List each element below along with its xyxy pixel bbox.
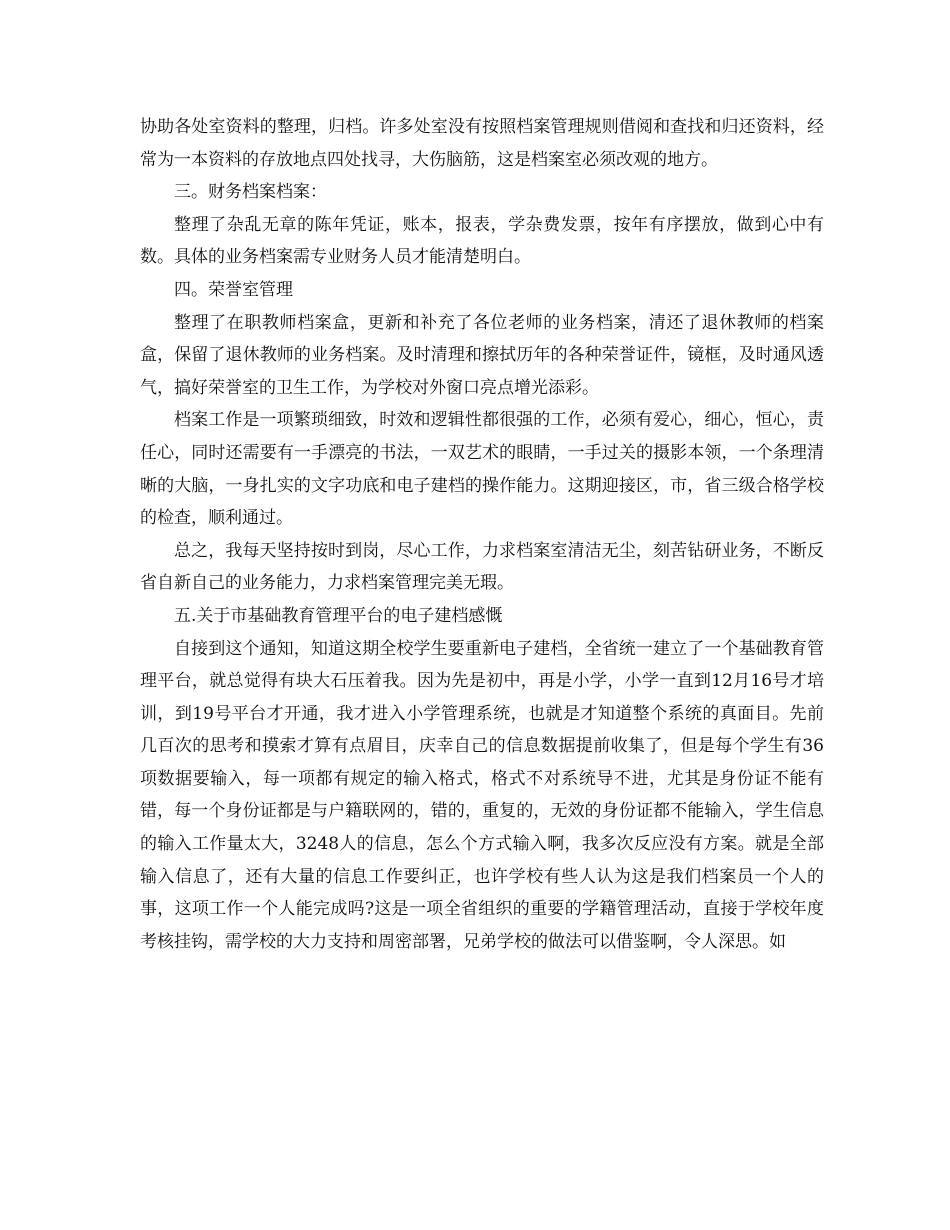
paragraph-finance: 整理了杂乱无章的陈年凭证，账本，报表，学杂费发票，按年有序摆放，做到心中有数。具体的业务档案需专业财务人员才能清楚明白。	[140, 214, 824, 268]
paragraph-archive-assist: 协助各处室资料的整理，归档。许多处室没有按照档案管理规则借阅和查找和归还资料，经常为一本资料的存放地点四处找寻，大伤脑筋，这是档案室必须改观的地方。	[140, 117, 824, 170]
paragraph-archive-work: 档案工作是一项繁琐细致，时效和逻辑性都很强的工作，必须有爱心，细心，恒心，责任心，同时还需要有一手漂亮的书法，一双艺术的眼睛，一手过关的摄影本领，一个条理清晰的大脑，一身扎实的文字功底和电子建档的操作能力。这期迎接区，市，省三级合格学校的检查，顺利通过。	[140, 410, 824, 529]
paragraph-e-archive: 自接到这个通知，知道这期全校学生要重新电子建档，全省统一建立了一个基础教育管理平台，就总觉得有块大石压着我。因为先是初中，再是小学，小学一直到12月16号才培训，到19号平台才开通，我才进入小学管理系统，也就是才知道整个系统的真面目。先前几百次的思考和摸索才算有点眉目，庆幸自己的信息数据提前收集了，但是每个学生有36项数据要输入，每一项都有规定的输入格式，格式不对系统导不进，尤其是身份证不能有错，每一个身份证都是与户籍联网的，错的，重复的，无效的身份证都不能输入，学生信息的输入工作量太大，3248人的信息，怎么个方式输入啊，我多次反应没有方案。就是全部输入信息了，还有大量的信息工作要纠正，也许学校有些人认为这是我们档案员一个人的事，这项工作一个人能完成吗?这是一项全省组织的重要的学籍管理活动，直接于学校年度考核挂钩，需学校的大力支持和周密部署，兄弟学校的做法可以借鉴啊，令人深思。如	[140, 638, 824, 952]
section-heading-e-archive: 五.关于市基础教育管理平台的电子建档感慨	[174, 605, 503, 626]
section-heading-finance: 三。财务档案档案：	[174, 182, 327, 203]
paragraph-honor-room: 整理了在职教师档案盒，更新和补充了各位老师的业务档案，清还了退休教师的档案盒，保留了退休教师的业务档案。及时清理和擦拭历年的各种荣誉证件，镜框，及时通风透气，搞好荣誉室的卫生工作，为学校对外窗口亮点增光添彩。	[140, 312, 824, 398]
document-body	[140, 111, 824, 958]
section-heading-honor-room: 四。荣誉室管理	[174, 279, 293, 300]
paragraph-summary: 总之，我每天坚持按时到岗，尽心工作，力求档案室清洁无尘，刻苦钻研业务，不断反省自新自己的业务能力，力求档案管理完美无瑕。	[140, 540, 824, 594]
